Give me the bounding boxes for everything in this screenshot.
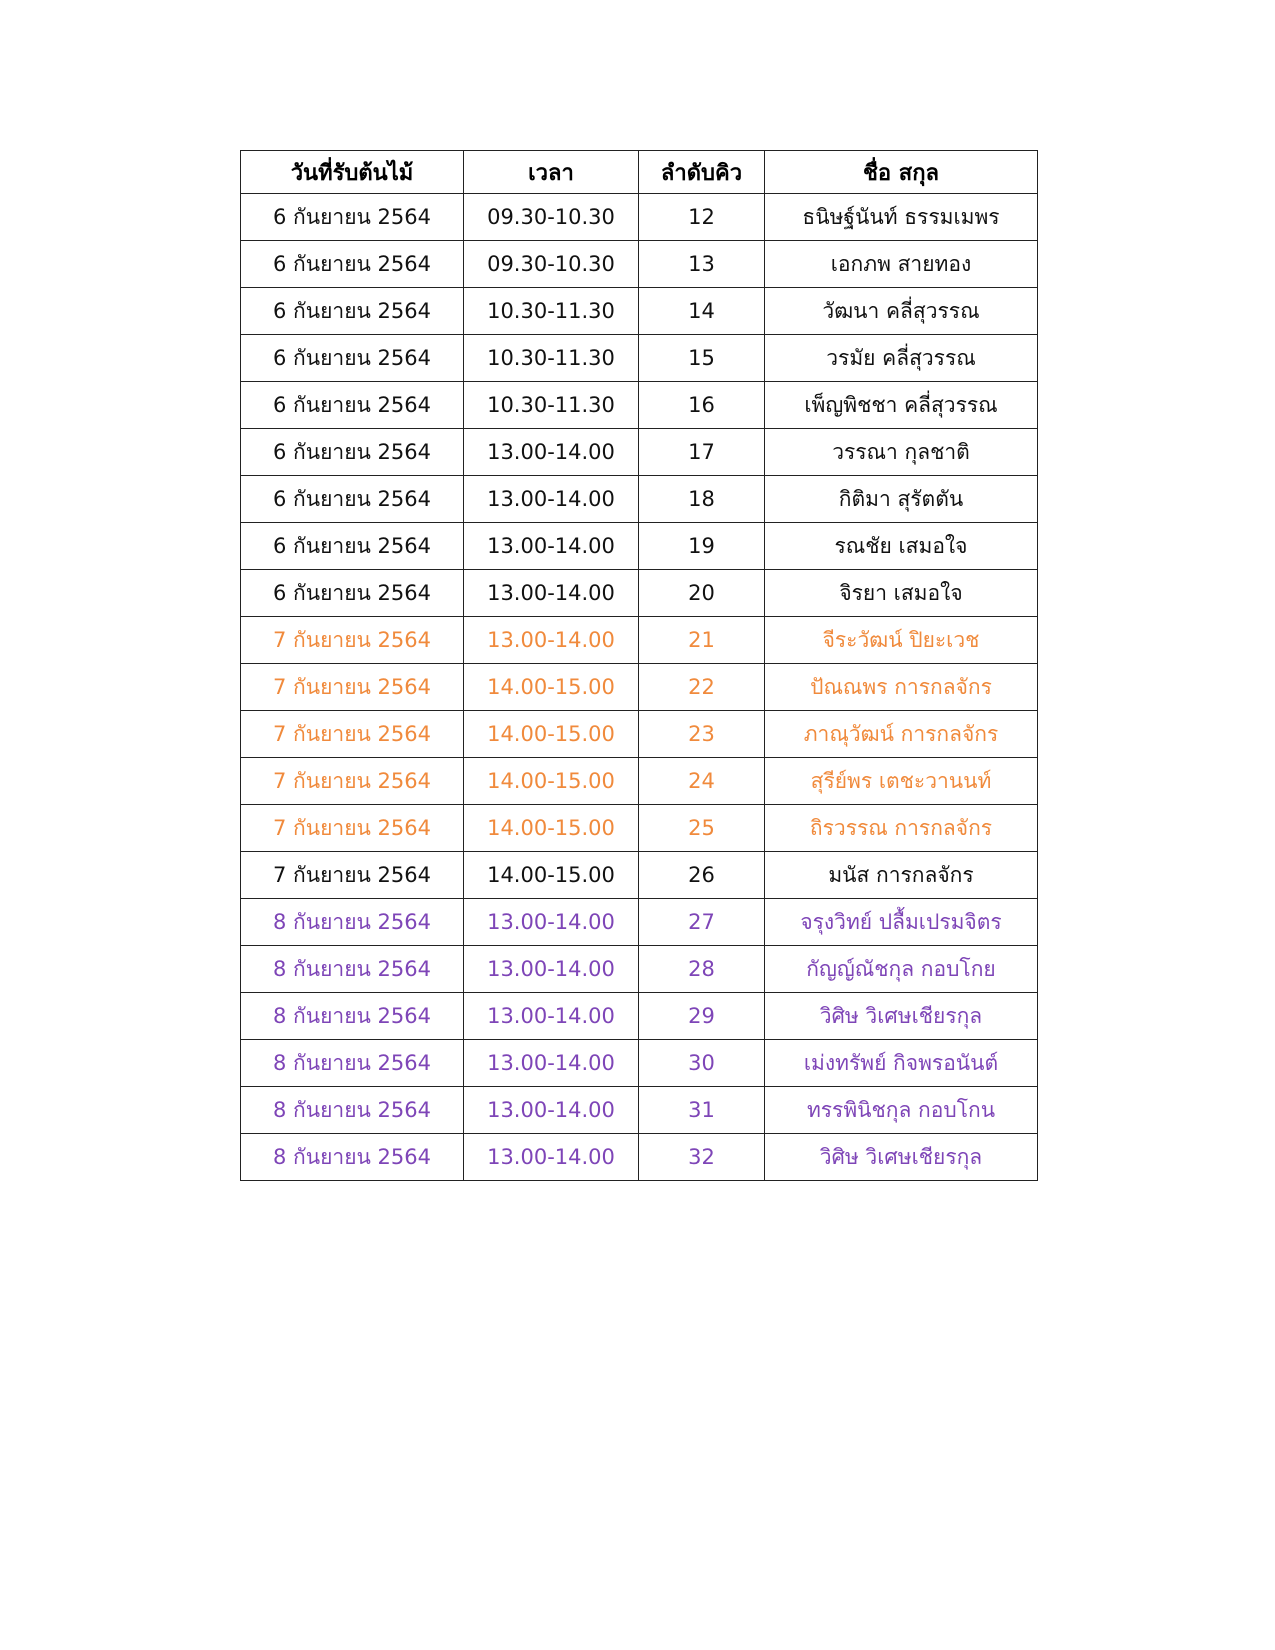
table-header-row <box>241 151 1038 194</box>
cell-full-name: วรมัย คลี่สุวรรณ <box>765 335 1038 382</box>
cell-full-name: จรุงวิทย์ ปลื้มเปรมจิตร <box>765 899 1038 946</box>
cell-queue-number: 15 <box>639 335 765 382</box>
cell-queue-number: 24 <box>639 758 765 805</box>
cell-queue-number: 18 <box>639 476 765 523</box>
cell-pickup-date: 7 กันยายน 2564 <box>241 711 464 758</box>
cell-queue-number: 30 <box>639 1040 765 1087</box>
cell-pickup-date: 6 กันยายน 2564 <box>241 523 464 570</box>
cell-time: 09.30-10.30 <box>464 194 639 241</box>
header-queue-number: ลำดับคิว <box>639 151 765 194</box>
cell-queue-number: 14 <box>639 288 765 335</box>
table-row <box>241 476 1038 523</box>
cell-time: 14.00-15.00 <box>464 758 639 805</box>
cell-time: 13.00-14.00 <box>464 899 639 946</box>
cell-pickup-date: 7 กันยายน 2564 <box>241 805 464 852</box>
table-row <box>241 523 1038 570</box>
cell-full-name: กัญญ์ณัชกุล กอบโกย <box>765 946 1038 993</box>
cell-full-name: ปัณณพร การกลจักร <box>765 664 1038 711</box>
table-row <box>241 711 1038 758</box>
cell-queue-number: 12 <box>639 194 765 241</box>
cell-queue-number: 21 <box>639 617 765 664</box>
cell-time: 10.30-11.30 <box>464 382 639 429</box>
cell-time: 10.30-11.30 <box>464 288 639 335</box>
table-row <box>241 570 1038 617</box>
header-time: เวลา <box>464 151 639 194</box>
table-row <box>241 194 1038 241</box>
table-row <box>241 852 1038 899</box>
cell-pickup-date: 7 กันยายน 2564 <box>241 664 464 711</box>
cell-time: 13.00-14.00 <box>464 1134 639 1181</box>
table-row <box>241 429 1038 476</box>
table-row <box>241 241 1038 288</box>
table-row <box>241 664 1038 711</box>
table-row <box>241 1040 1038 1087</box>
cell-queue-number: 25 <box>639 805 765 852</box>
cell-pickup-date: 8 กันยายน 2564 <box>241 946 464 993</box>
cell-queue-number: 29 <box>639 993 765 1040</box>
cell-full-name: มนัส การกลจักร <box>765 852 1038 899</box>
cell-full-name: ถิรวรรณ การกลจักร <box>765 805 1038 852</box>
cell-queue-number: 13 <box>639 241 765 288</box>
cell-full-name: เม่งทรัพย์ กิจพรอนันต์ <box>765 1040 1038 1087</box>
table-row <box>241 758 1038 805</box>
table-body <box>241 194 1038 1181</box>
table-row <box>241 335 1038 382</box>
cell-pickup-date: 8 กันยายน 2564 <box>241 1134 464 1181</box>
table-row <box>241 899 1038 946</box>
cell-pickup-date: 6 กันยายน 2564 <box>241 476 464 523</box>
cell-pickup-date: 6 กันยายน 2564 <box>241 194 464 241</box>
table-row <box>241 1134 1038 1181</box>
cell-time: 13.00-14.00 <box>464 1087 639 1134</box>
cell-pickup-date: 8 กันยายน 2564 <box>241 993 464 1040</box>
cell-full-name: เพ็ญพิชชา คลี่สุวรรณ <box>765 382 1038 429</box>
cell-pickup-date: 6 กันยายน 2564 <box>241 570 464 617</box>
cell-queue-number: 22 <box>639 664 765 711</box>
cell-time: 13.00-14.00 <box>464 993 639 1040</box>
cell-time: 13.00-14.00 <box>464 946 639 993</box>
table-row <box>241 617 1038 664</box>
cell-queue-number: 28 <box>639 946 765 993</box>
cell-queue-number: 27 <box>639 899 765 946</box>
cell-queue-number: 20 <box>639 570 765 617</box>
cell-time: 14.00-15.00 <box>464 805 639 852</box>
cell-full-name: ธนิษฐ์นันท์ ธรรมเมพร <box>765 194 1038 241</box>
cell-pickup-date: 6 กันยายน 2564 <box>241 241 464 288</box>
cell-full-name: สุรีย์พร เตชะวานนท์ <box>765 758 1038 805</box>
cell-queue-number: 26 <box>639 852 765 899</box>
cell-full-name: ทรรพินิชกุล กอบโกน <box>765 1087 1038 1134</box>
cell-pickup-date: 8 กันยายน 2564 <box>241 1040 464 1087</box>
cell-pickup-date: 6 กันยายน 2564 <box>241 429 464 476</box>
cell-queue-number: 16 <box>639 382 765 429</box>
cell-time: 13.00-14.00 <box>464 617 639 664</box>
table-row <box>241 993 1038 1040</box>
cell-time: 13.00-14.00 <box>464 429 639 476</box>
cell-pickup-date: 7 กันยายน 2564 <box>241 758 464 805</box>
cell-time: 14.00-15.00 <box>464 852 639 899</box>
table-row <box>241 288 1038 335</box>
header-pickup-date: วันที่รับต้นไม้ <box>241 151 464 194</box>
cell-queue-number: 19 <box>639 523 765 570</box>
cell-full-name: เอกภพ สายทอง <box>765 241 1038 288</box>
cell-queue-number: 32 <box>639 1134 765 1181</box>
cell-pickup-date: 7 กันยายน 2564 <box>241 617 464 664</box>
cell-full-name: วัฒนา คลี่สุวรรณ <box>765 288 1038 335</box>
cell-full-name: วิศิษ วิเศษเชียรกุล <box>765 1134 1038 1181</box>
header-full-name: ชื่อ สกุล <box>765 151 1038 194</box>
cell-full-name: กิติมา สุรัตตัน <box>765 476 1038 523</box>
table-row <box>241 946 1038 993</box>
table-row <box>241 382 1038 429</box>
cell-full-name: วิศิษ วิเศษเชียรกุล <box>765 993 1038 1040</box>
cell-pickup-date: 6 กันยายน 2564 <box>241 382 464 429</box>
cell-full-name: จีระวัฒน์ ปิยะเวช <box>765 617 1038 664</box>
cell-time: 10.30-11.30 <box>464 335 639 382</box>
cell-time: 13.00-14.00 <box>464 1040 639 1087</box>
cell-pickup-date: 8 กันยายน 2564 <box>241 899 464 946</box>
cell-full-name: รณชัย เสมอใจ <box>765 523 1038 570</box>
cell-time: 14.00-15.00 <box>464 711 639 758</box>
cell-full-name: ภาณุวัฒน์ การกลจักร <box>765 711 1038 758</box>
table-row <box>241 1087 1038 1134</box>
cell-pickup-date: 7 กันยายน 2564 <box>241 852 464 899</box>
cell-time: 13.00-14.00 <box>464 570 639 617</box>
cell-full-name: จิรยา เสมอใจ <box>765 570 1038 617</box>
cell-pickup-date: 6 กันยายน 2564 <box>241 335 464 382</box>
cell-time: 13.00-14.00 <box>464 523 639 570</box>
cell-full-name: วรรณา กุลชาติ <box>765 429 1038 476</box>
cell-pickup-date: 6 กันยายน 2564 <box>241 288 464 335</box>
cell-time: 09.30-10.30 <box>464 241 639 288</box>
cell-pickup-date: 8 กันยายน 2564 <box>241 1087 464 1134</box>
table-row <box>241 805 1038 852</box>
tree-pickup-queue-table <box>240 150 1038 1181</box>
cell-queue-number: 17 <box>639 429 765 476</box>
cell-time: 13.00-14.00 <box>464 476 639 523</box>
cell-queue-number: 31 <box>639 1087 765 1134</box>
cell-queue-number: 23 <box>639 711 765 758</box>
cell-time: 14.00-15.00 <box>464 664 639 711</box>
